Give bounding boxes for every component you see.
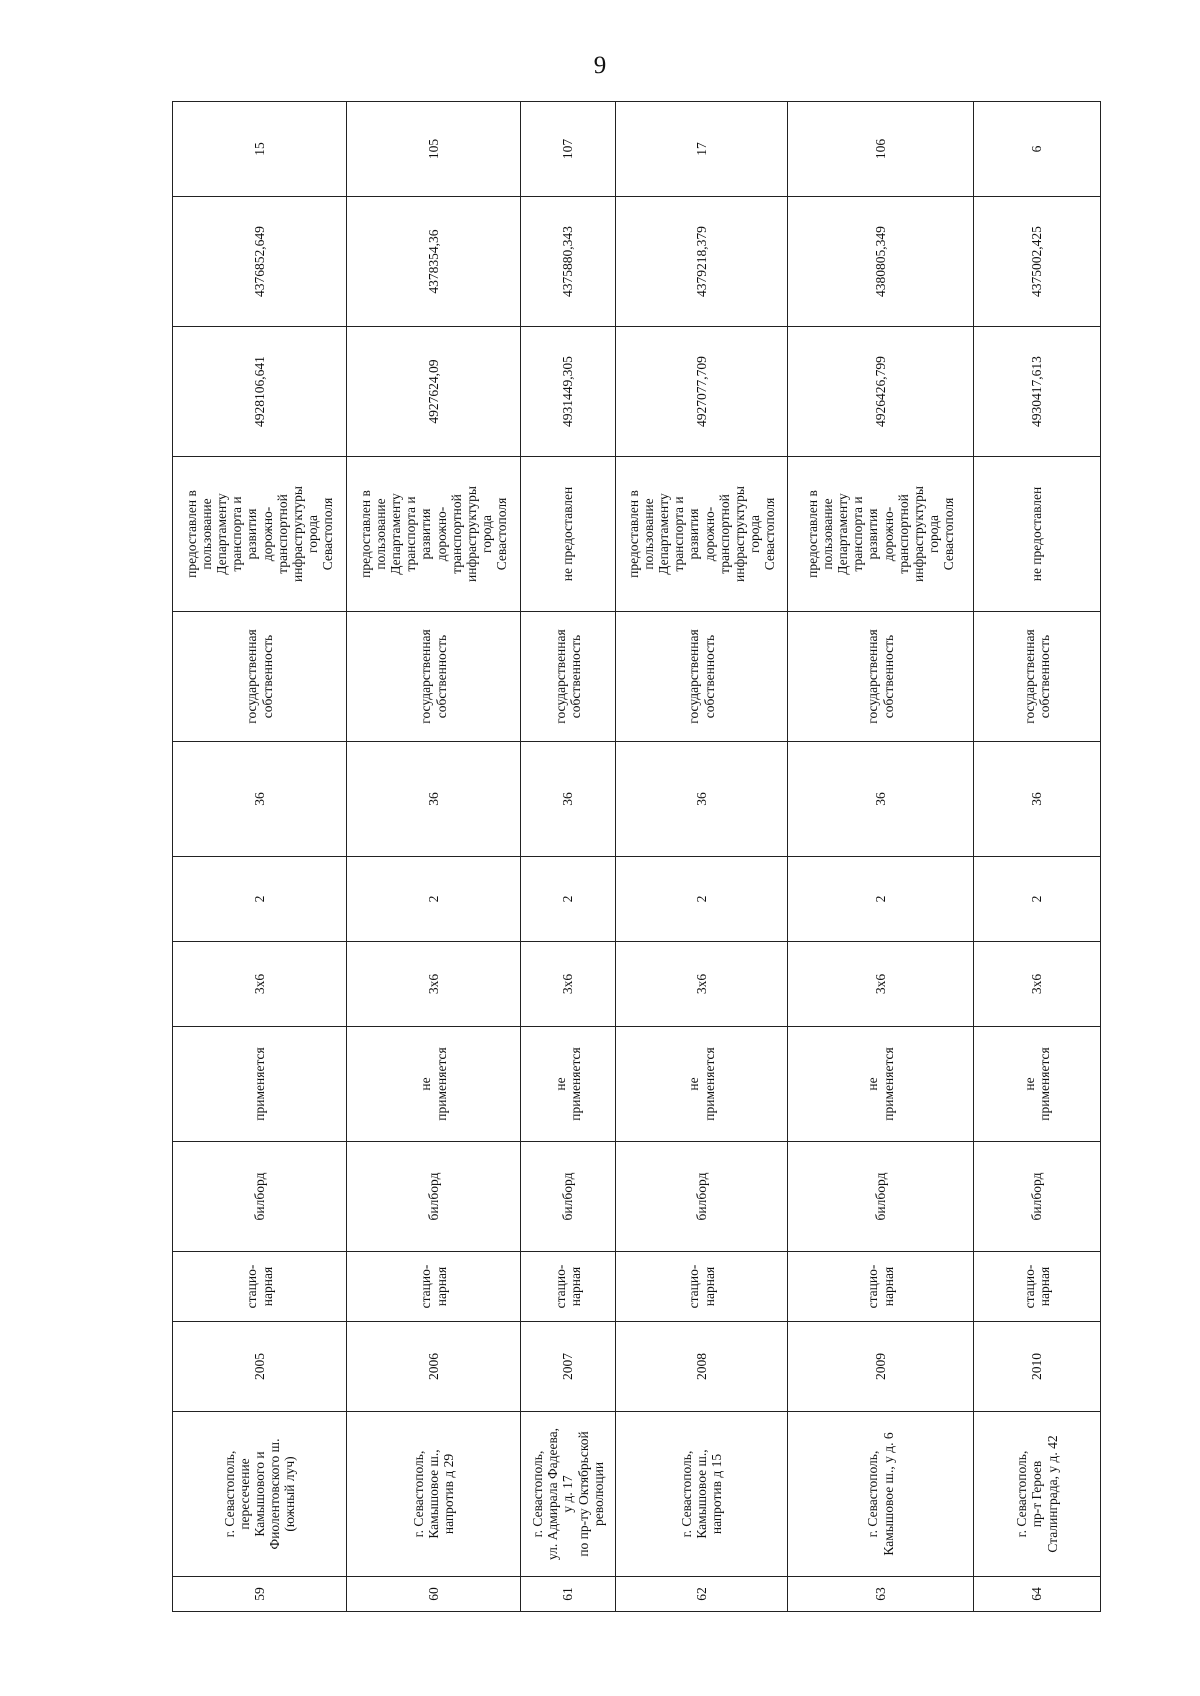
address-cell: г. Севастополь, пересечение Камышового и Фиолентовского ш. (южный луч) xyxy=(173,1412,347,1577)
ownership-cell: государственная собственность xyxy=(616,612,788,742)
coord-y-cell: 4375002,425 xyxy=(974,197,1101,327)
type-cell: билборд xyxy=(616,1142,788,1252)
size-cell: 3х6 xyxy=(521,942,616,1027)
address-cell: г. Севастополь, пр-т Героев Сталинграда, у д. 42 xyxy=(974,1412,1101,1577)
code-cell: 2008 xyxy=(616,1322,788,1412)
code-cell: 2007 xyxy=(521,1322,616,1412)
coord-x-cell: 4930417,613 xyxy=(974,327,1101,457)
area-cell: 36 xyxy=(173,742,347,857)
area-cell: 36 xyxy=(974,742,1101,857)
coord-y-cell: 4378354,36 xyxy=(347,197,521,327)
row-number: 62 xyxy=(616,1577,788,1612)
type-cell: билборд xyxy=(347,1142,521,1252)
status-cell: предоставлен в пользование Департаменту транспорта и развития дорожно- транспортной инфраструктуры города Севастополя xyxy=(173,457,347,612)
row-number: 60 xyxy=(347,1577,521,1612)
page-number: 9 xyxy=(593,52,607,79)
table-row xyxy=(173,102,347,1612)
type-cell: билборд xyxy=(788,1142,974,1252)
ownership-cell: государственная собственность xyxy=(173,612,347,742)
last-cell: 15 xyxy=(173,102,347,197)
applicability-cell: не применяется xyxy=(616,1027,788,1142)
coord-y-cell: 4380805,349 xyxy=(788,197,974,327)
kind-cell: стацио- нарная xyxy=(974,1252,1101,1322)
area-cell: 36 xyxy=(616,742,788,857)
row-number: 64 xyxy=(974,1577,1101,1612)
ownership-cell: государственная собственность xyxy=(788,612,974,742)
kind-cell: стацио- нарная xyxy=(173,1252,347,1322)
last-cell: 17 xyxy=(616,102,788,197)
status-cell: не предоставлен xyxy=(521,457,616,612)
status-cell: предоставлен в пользование Департаменту транспорта и развития дорожно- транспортной инфраструктуры города Севастополя xyxy=(347,457,521,612)
table-row xyxy=(974,102,1101,1612)
applicability-cell: не применяется xyxy=(521,1027,616,1142)
table-body xyxy=(173,102,1101,1612)
sides-cell: 2 xyxy=(974,857,1101,942)
kind-cell: стацио- нарная xyxy=(616,1252,788,1322)
area-cell: 36 xyxy=(788,742,974,857)
size-cell: 3х6 xyxy=(173,942,347,1027)
sides-cell: 2 xyxy=(521,857,616,942)
coord-y-cell: 4379218,379 xyxy=(616,197,788,327)
coord-x-cell: 4928106,641 xyxy=(173,327,347,457)
size-cell: 3х6 xyxy=(788,942,974,1027)
sides-cell: 2 xyxy=(616,857,788,942)
row-number: 61 xyxy=(521,1577,616,1612)
code-cell: 2006 xyxy=(347,1322,521,1412)
ownership-cell: государственная собственность xyxy=(974,612,1101,742)
applicability-cell: не применяется xyxy=(347,1027,521,1142)
coord-y-cell: 4375880,343 xyxy=(521,197,616,327)
row-number: 63 xyxy=(788,1577,974,1612)
table-row xyxy=(616,102,788,1612)
ownership-cell: государственная собственность xyxy=(347,612,521,742)
last-cell: 106 xyxy=(788,102,974,197)
area-cell: 36 xyxy=(521,742,616,857)
table-row xyxy=(347,102,521,1612)
last-cell: 105 xyxy=(347,102,521,197)
coord-x-cell: 4927624,09 xyxy=(347,327,521,457)
coord-x-cell: 4927077,709 xyxy=(616,327,788,457)
table-row xyxy=(521,102,616,1612)
status-cell: не предоставлен xyxy=(974,457,1101,612)
applicability-cell: применяется xyxy=(173,1027,347,1142)
type-cell: билборд xyxy=(974,1142,1101,1252)
address-cell: г. Севастополь, Камышовое ш., напротив д 29 xyxy=(347,1412,521,1577)
billboard-table xyxy=(172,101,1101,1612)
sides-cell: 2 xyxy=(347,857,521,942)
applicability-cell: не применяется xyxy=(788,1027,974,1142)
status-cell: предоставлен в пользование Департаменту транспорта и развития дорожно- транспортной инфраструктуры города Севастополя xyxy=(616,457,788,612)
code-cell: 2010 xyxy=(974,1322,1101,1412)
address-cell: г. Севастополь, Камышовое ш., у д. 6 xyxy=(788,1412,974,1577)
type-cell: билборд xyxy=(173,1142,347,1252)
applicability-cell: не применяется xyxy=(974,1027,1101,1142)
size-cell: 3х6 xyxy=(974,942,1101,1027)
kind-cell: стацио- нарная xyxy=(521,1252,616,1322)
code-cell: 2009 xyxy=(788,1322,974,1412)
code-cell: 2005 xyxy=(173,1322,347,1412)
rotated-table-container xyxy=(172,102,1100,1612)
last-cell: 107 xyxy=(521,102,616,197)
status-cell: предоставлен в пользование Департаменту транспорта и развития дорожно- транспортной инфраструктуры города Севастополя xyxy=(788,457,974,612)
kind-cell: стацио- нарная xyxy=(347,1252,521,1322)
kind-cell: стацио- нарная xyxy=(788,1252,974,1322)
size-cell: 3х6 xyxy=(347,942,521,1027)
sides-cell: 2 xyxy=(173,857,347,942)
area-cell: 36 xyxy=(347,742,521,857)
row-number: 59 xyxy=(173,1577,347,1612)
ownership-cell: государственная собственность xyxy=(521,612,616,742)
size-cell: 3х6 xyxy=(616,942,788,1027)
coord-x-cell: 4931449,305 xyxy=(521,327,616,457)
address-cell: г. Севастополь, Камышовое ш., напротив д 15 xyxy=(616,1412,788,1577)
coord-y-cell: 4376852,649 xyxy=(173,197,347,327)
table-row xyxy=(788,102,974,1612)
address-cell: г. Севастополь, ул. Адмирала Фадеева, у д. 17 по пр-ту Октябрьской революции xyxy=(521,1412,616,1577)
last-cell: 6 xyxy=(974,102,1101,197)
sides-cell: 2 xyxy=(788,857,974,942)
coord-x-cell: 4926426,799 xyxy=(788,327,974,457)
type-cell: билборд xyxy=(521,1142,616,1252)
